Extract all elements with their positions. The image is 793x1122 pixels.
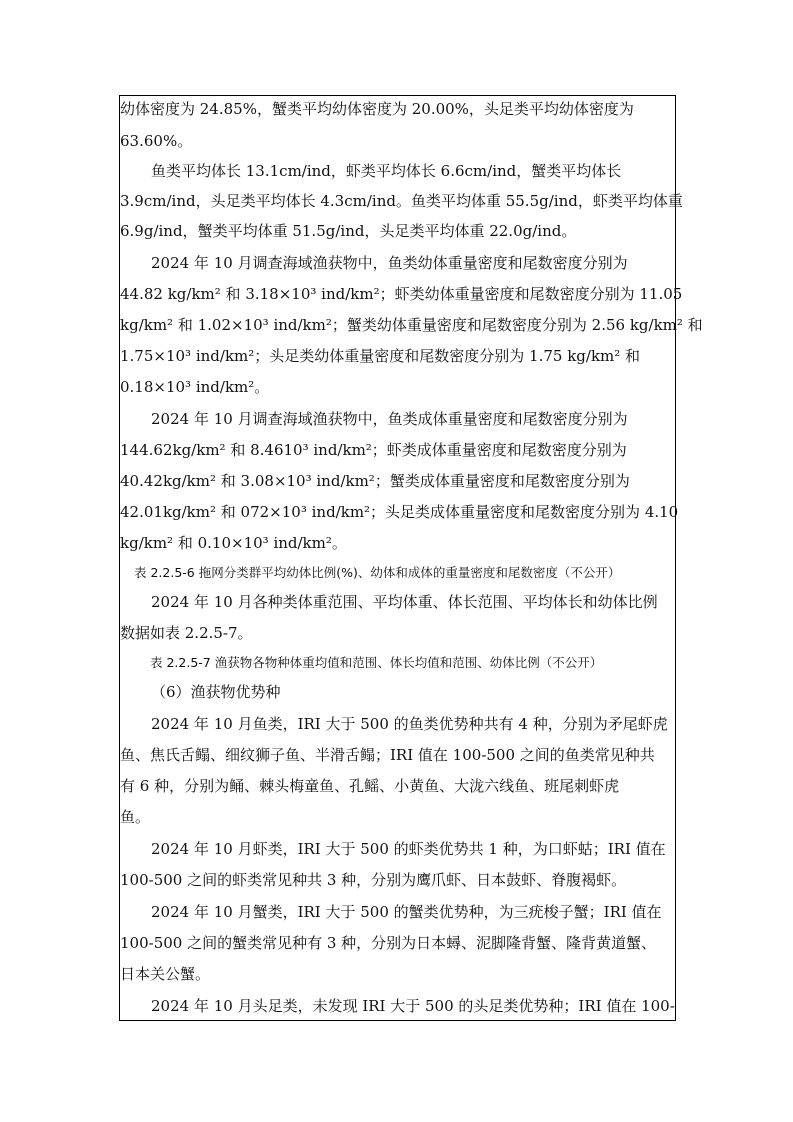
paragraph-line: 63.60%。 <box>120 132 193 150</box>
paragraph-line: kg/km² 和 1.02×10³ ind/km²；蟹类幼体重量密度和尾数密度分别为 2.56 kg/km² 和 <box>120 316 703 334</box>
paragraph-line: kg/km² 和 0.10×10³ ind/km²。 <box>120 534 347 552</box>
paragraph-line: 鱼类平均体长 13.1cm/ind，虾类平均体长 6.6cm/ind，蟹类平均体长 <box>151 162 622 180</box>
paragraph-line: 2024 年 10 月鱼类，IRI 大于 500 的鱼类优势种共有 4 种，分别为矛尾虾虎 <box>151 715 668 733</box>
section-heading: （6）渔获物优势种 <box>151 683 281 701</box>
paragraph-line: 幼体密度为 24.85%，蟹类平均幼体密度为 20.00%，头足类平均幼体密度为 <box>120 100 634 118</box>
paragraph-line: 2024 年 10 月头足类，未发现 IRI 大于 500 的头足类优势种；IRI 值在 100- <box>151 997 675 1015</box>
paragraph-line: 2024 年 10 月蟹类，IRI 大于 500 的蟹类优势种，为三疣梭子蟹；IRI 值在 <box>151 903 662 921</box>
table-caption: 表 2.2.5-6 拖网分类群平均幼体比例(%)、幼体和成体的重量密度和尾数密度（不公开） <box>134 565 621 580</box>
paragraph-line: 数据如表 2.2.5-7。 <box>120 624 253 642</box>
paragraph-line: 有 6 种，分别为鲬、棘头梅童鱼、孔鳐、小黄鱼、大泷六线鱼、班尾刺虾虎 <box>120 777 620 795</box>
paragraph-line: 6.9g/ind，蟹类平均体重 51.5g/ind，头足类平均体重 22.0g/ind。 <box>120 222 577 240</box>
paragraph-line: 0.18×10³ ind/km²。 <box>120 378 270 396</box>
paragraph-line: 1.75×10³ ind/km²；头足类幼体重量密度和尾数密度分别为 1.75 kg/km² 和 <box>120 347 641 365</box>
paragraph-line: 3.9cm/ind，头足类平均体长 4.3cm/ind。鱼类平均体重 55.5g/ind，虾类平均体重 <box>120 192 683 210</box>
paragraph-line: 鱼。 <box>120 808 151 826</box>
paragraph-line: 鱼、焦氏舌鳎、细纹狮子鱼、半滑舌鳎；IRI 值在 100-500 之间的鱼类常见种共 <box>120 746 655 764</box>
paragraph-line: 144.62kg/km² 和 8.4610³ ind/km²；虾类成体重量密度和尾数密度分别为 <box>120 441 627 459</box>
paragraph-line: 42.01kg/km² 和 072×10³ ind/km²；头足类成体重量密度和尾数密度分别为 4.10 <box>120 503 679 521</box>
paragraph-line: 2024 年 10 月调查海域渔获物中，鱼类成体重量密度和尾数密度分别为 <box>151 410 628 428</box>
paragraph-line: 100-500 之间的蟹类常见种有 3 种，分别为日本蟳、泥脚隆背蟹、隆背黄道蟹、 <box>120 934 657 952</box>
table-caption: 表 2.2.5-7 渔获物各物种体重均值和范围、体长均值和范围、幼体比例（不公开） <box>150 655 603 670</box>
paragraph-line: 2024 年 10 月各种类体重范围、平均体重、体长范围、平均体长和幼体比例 <box>151 593 658 611</box>
paragraph-line: 100-500 之间的虾类常见种共 3 种，分别为鹰爪虾、日本鼓虾、脊腹褐虾。 <box>120 871 627 889</box>
paragraph-line: 2024 年 10 月调查海域渔获物中，鱼类幼体重量密度和尾数密度分别为 <box>151 254 628 272</box>
paragraph-line: 日本关公蟹。 <box>120 965 211 983</box>
paragraph-line: 2024 年 10 月虾类，IRI 大于 500 的虾类优势共 1 种，为口虾蛄；IRI 值在 <box>151 840 666 858</box>
paragraph-line: 40.42kg/km² 和 3.08×10³ ind/km²；蟹类成体重量密度和尾数密度分别为 <box>120 472 630 490</box>
paragraph-line: 44.82 kg/km² 和 3.18×10³ ind/km²；虾类幼体重量密度和尾数密度分别为 11.05 <box>120 285 683 303</box>
